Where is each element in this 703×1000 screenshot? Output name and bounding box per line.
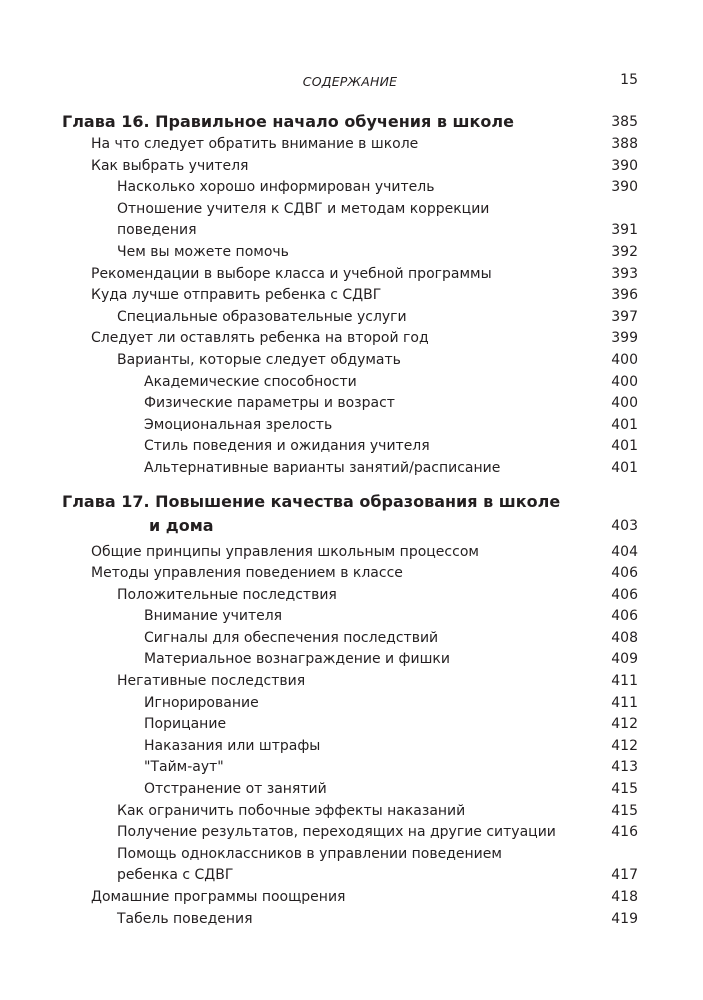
toc-entry: Игнорирование 411: [144, 694, 638, 711]
table-of-contents: [62, 110, 638, 930]
toc-entry: Академические способности 400: [144, 373, 638, 390]
toc-entry: Методы управления поведением в классе 406: [91, 565, 638, 582]
chapter-title-continued: и дома: [149, 515, 214, 535]
toc-entry: Следует ли оставлять ребенка на второй год 399: [91, 330, 638, 347]
chapter-gap: [62, 480, 638, 490]
toc-entry: На что следует обратить внимание в школе 388: [91, 136, 638, 152]
toc-chapter-16: [62, 110, 638, 134]
toc-chapter-17-continued: [62, 514, 638, 538]
page-number: 15: [620, 72, 638, 88]
toc-entry: Чем вы можете помочь 392: [117, 243, 638, 260]
toc-entry: Табель поведения 419: [117, 910, 638, 927]
toc-entry: Стиль поведения и ожидания учителя 401: [144, 438, 638, 455]
toc-entry: Как выбрать учителя 390: [91, 157, 638, 174]
header-title: СОДЕРЖАНИЕ: [302, 74, 398, 89]
toc-chapter-17: [62, 490, 638, 514]
toc-entry: Отношение учителя к СДВГ и методам коррекции: [117, 200, 490, 217]
toc-entry: Наказания или штрафы 412: [144, 737, 638, 754]
toc-entry: Эмоциональная зрелость 401: [144, 416, 638, 433]
toc-entry: Физические параметры и возраст 400: [144, 395, 638, 412]
toc-entry: Рекомендации в выборе класса и учебной программы 393: [91, 265, 638, 282]
toc-entry: Альтернативные варианты занятий/расписание 401: [144, 459, 638, 476]
toc-entry: Помощь одноклассников в управлении поведением: [117, 845, 502, 862]
toc-entry: Домашние программы поощрения 418: [91, 889, 638, 905]
toc-entry: Насколько хорошо информирован учитель 390: [117, 179, 638, 196]
toc-entry-continued: поведения 391: [117, 222, 638, 239]
running-header: [62, 72, 638, 92]
toc-entry: Получение результатов, переходящих на другие ситуации 416: [117, 824, 638, 841]
chapter-page: 403: [611, 517, 638, 534]
toc-entry: Общие принципы управления школьным процессом 404: [91, 543, 638, 560]
toc-entry: Порицание 412: [144, 716, 638, 733]
toc-entry: Как ограничить побочные эффекты наказаний 415: [117, 802, 638, 819]
toc-entry: "Тайм-аут" 413: [144, 759, 638, 776]
toc-entry: Положительные последствия 406: [117, 586, 638, 603]
toc-entry: Сигналы для обеспечения последствий 408: [144, 629, 638, 646]
toc-entry: Специальные образовательные услуги 397: [117, 308, 638, 325]
toc-entry-continued: ребенка с СДВГ 417: [117, 867, 638, 884]
toc-entry: Варианты, которые следует обдумать 400: [117, 351, 638, 368]
chapter-title: Глава 17. Повышение качества образования в школе: [62, 491, 561, 511]
toc-entry: Внимание учителя 406: [144, 608, 638, 625]
toc-entry: Отстранение от занятий 415: [144, 781, 638, 798]
toc-entry: Куда лучше отправить ребенка с СДВГ 396: [91, 287, 638, 304]
chapter-title: Глава 16. Правильное начало обучения в школе: [62, 112, 514, 131]
toc-entry: Негативные последствия 411: [117, 673, 638, 690]
toc-entry: Материальное вознаграждение и фишки 409: [144, 651, 638, 668]
chapter-page: 385: [611, 114, 638, 130]
